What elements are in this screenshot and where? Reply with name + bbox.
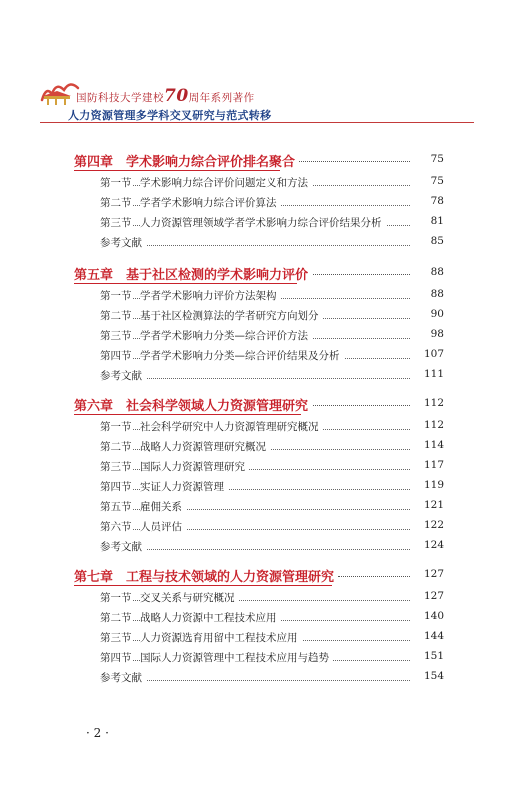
section-title: 基于社区检测算法的学者研究方向划分: [140, 308, 323, 323]
chapter-title: 第四章 学术影响力综合评价排名聚合: [74, 151, 299, 170]
section-entry[interactable]: [100, 306, 444, 324]
references-entry[interactable]: [100, 537, 444, 555]
section-page-number: 140: [411, 610, 444, 622]
section-page-number: 117: [411, 459, 444, 471]
references-title: 参考文献: [100, 670, 146, 685]
references-title: 参考文献: [100, 368, 146, 383]
chapter-page-number: 75: [411, 153, 444, 165]
section-title: 学者学术影响力分类—综合评价方法: [140, 328, 312, 343]
section-page-number: 98: [411, 328, 444, 340]
running-header: [0, 0, 510, 120]
section-number: 第六节: [100, 521, 132, 533]
section-title: 人员评估: [140, 519, 186, 534]
section-number: 第五节: [100, 501, 132, 513]
section-page-number: 127: [411, 590, 444, 602]
dot-leader: [100, 378, 414, 379]
section-number: 第一节: [100, 290, 132, 302]
section-title: 雇佣关系: [140, 499, 186, 514]
section-page-number: 75: [411, 175, 444, 187]
section-page-number: 154: [411, 670, 444, 682]
dot-leader: [100, 245, 414, 246]
section-entry[interactable]: [100, 173, 444, 191]
chapter-underline: [74, 170, 280, 171]
section-page-number: 121: [411, 499, 444, 511]
section-entry[interactable]: [100, 417, 444, 435]
section-entry[interactable]: [100, 497, 444, 515]
chapter-title: 第六章 社会科学领域人力资源管理研究: [74, 395, 312, 414]
section-number: 第二节: [100, 197, 132, 209]
dot-leader: [303, 274, 412, 275]
chapter-heading[interactable]: [74, 394, 444, 416]
chapter-title: 第五章 基于社区检测的学术影响力评价: [74, 264, 312, 283]
section-number: 第二节: [100, 310, 132, 322]
chapter-title: 第七章 工程与技术领域的人力资源管理研究: [74, 566, 338, 585]
section-title: 战略人力资源中工程技术应用: [140, 610, 281, 625]
section-entry[interactable]: [100, 326, 444, 344]
section-page-number: 81: [411, 215, 444, 227]
series-prefix: 国防科技大学建校: [76, 92, 164, 104]
section-entry[interactable]: [100, 193, 444, 211]
book-title: 人力资源管理多学科交叉研究与范式转移: [68, 109, 272, 122]
section-page-number: 119: [411, 479, 444, 491]
section-number: 第二节: [100, 612, 132, 624]
references-entry[interactable]: [100, 233, 444, 251]
section-title: 交叉关系与研究概况: [140, 590, 239, 605]
dot-leader: [286, 161, 412, 162]
section-number: 第一节: [100, 177, 132, 189]
section-title: 人力资源选育用留中工程技术应用: [140, 630, 302, 645]
series-title: [76, 86, 255, 106]
section-number: 第三节: [100, 461, 132, 473]
section-number: 第四节: [100, 481, 132, 493]
dot-leader: [100, 549, 414, 550]
section-page-number: 122: [411, 519, 444, 531]
references-entry[interactable]: [100, 366, 444, 384]
section-title: 学术影响力综合评价问题定义和方法: [140, 175, 312, 190]
section-title: 社会科学研究中人力资源管理研究概况: [140, 419, 323, 434]
section-page-number: 107: [411, 348, 444, 360]
section-entry[interactable]: [100, 608, 444, 626]
section-page-number: 88: [411, 288, 444, 300]
section-number: 第四节: [100, 350, 132, 362]
section-entry[interactable]: [100, 346, 444, 364]
section-number: 第四节: [100, 652, 132, 664]
chapter-heading[interactable]: [74, 263, 444, 285]
section-title: 国际人力资源管理中工程技术应用与趋势: [140, 650, 333, 665]
dot-leader: [307, 405, 412, 406]
series-suffix: 周年系列著作: [188, 92, 255, 104]
chapter-underline: [74, 585, 332, 586]
page-number: · 2 ·: [86, 726, 109, 740]
section-page-number: 90: [411, 308, 444, 320]
section-number: 第三节: [100, 217, 132, 229]
section-title: 实证人力资源管理: [140, 479, 228, 494]
chapter-heading[interactable]: [74, 565, 444, 587]
section-page-number: 111: [411, 368, 444, 380]
section-number: 第三节: [100, 330, 132, 342]
section-title: 国际人力资源管理研究: [140, 459, 249, 474]
section-page-number: 85: [411, 235, 444, 247]
chapter-page-number: 112: [411, 397, 444, 409]
section-title: 学者学术影响力评价方法架构: [140, 288, 281, 303]
chapter-page-number: 88: [411, 266, 444, 278]
section-page-number: 124: [411, 539, 444, 551]
section-entry[interactable]: [100, 588, 444, 606]
section-entry[interactable]: [100, 517, 444, 535]
section-page-number: 78: [411, 195, 444, 207]
dot-leader: [338, 576, 412, 577]
chapter-underline: [74, 283, 297, 284]
section-title: 学者学术影响力分类—综合评价结果及分析: [140, 348, 344, 363]
section-page-number: 144: [411, 630, 444, 642]
section-title: 战略人力资源管理研究概况: [140, 439, 270, 454]
chapter-heading[interactable]: [74, 150, 444, 172]
section-number: 第一节: [100, 592, 132, 604]
section-number: 第一节: [100, 421, 132, 433]
chapter-underline: [74, 414, 301, 415]
section-entry[interactable]: [100, 213, 444, 231]
section-title: 人力资源管理领域学者学术影响力综合评价结果分析: [140, 215, 386, 230]
section-entry[interactable]: [100, 286, 444, 304]
section-number: 第二节: [100, 441, 132, 453]
header-divider: [40, 122, 474, 123]
dot-leader: [100, 680, 414, 681]
references-entry[interactable]: [100, 668, 444, 686]
section-page-number: 114: [411, 439, 444, 451]
series-number: 70: [164, 86, 189, 106]
section-entry[interactable]: [100, 457, 444, 475]
section-entry[interactable]: [100, 628, 444, 646]
section-title: 学者学术影响力综合评价算法: [140, 195, 281, 210]
references-title: 参考文献: [100, 539, 146, 554]
section-entry[interactable]: [100, 477, 444, 495]
section-page-number: 151: [411, 650, 444, 662]
section-number: 第三节: [100, 632, 132, 644]
section-entry[interactable]: [100, 648, 444, 666]
section-entry[interactable]: [100, 437, 444, 455]
section-page-number: 112: [411, 419, 444, 431]
references-title: 参考文献: [100, 235, 146, 250]
chapter-page-number: 127: [411, 568, 444, 580]
